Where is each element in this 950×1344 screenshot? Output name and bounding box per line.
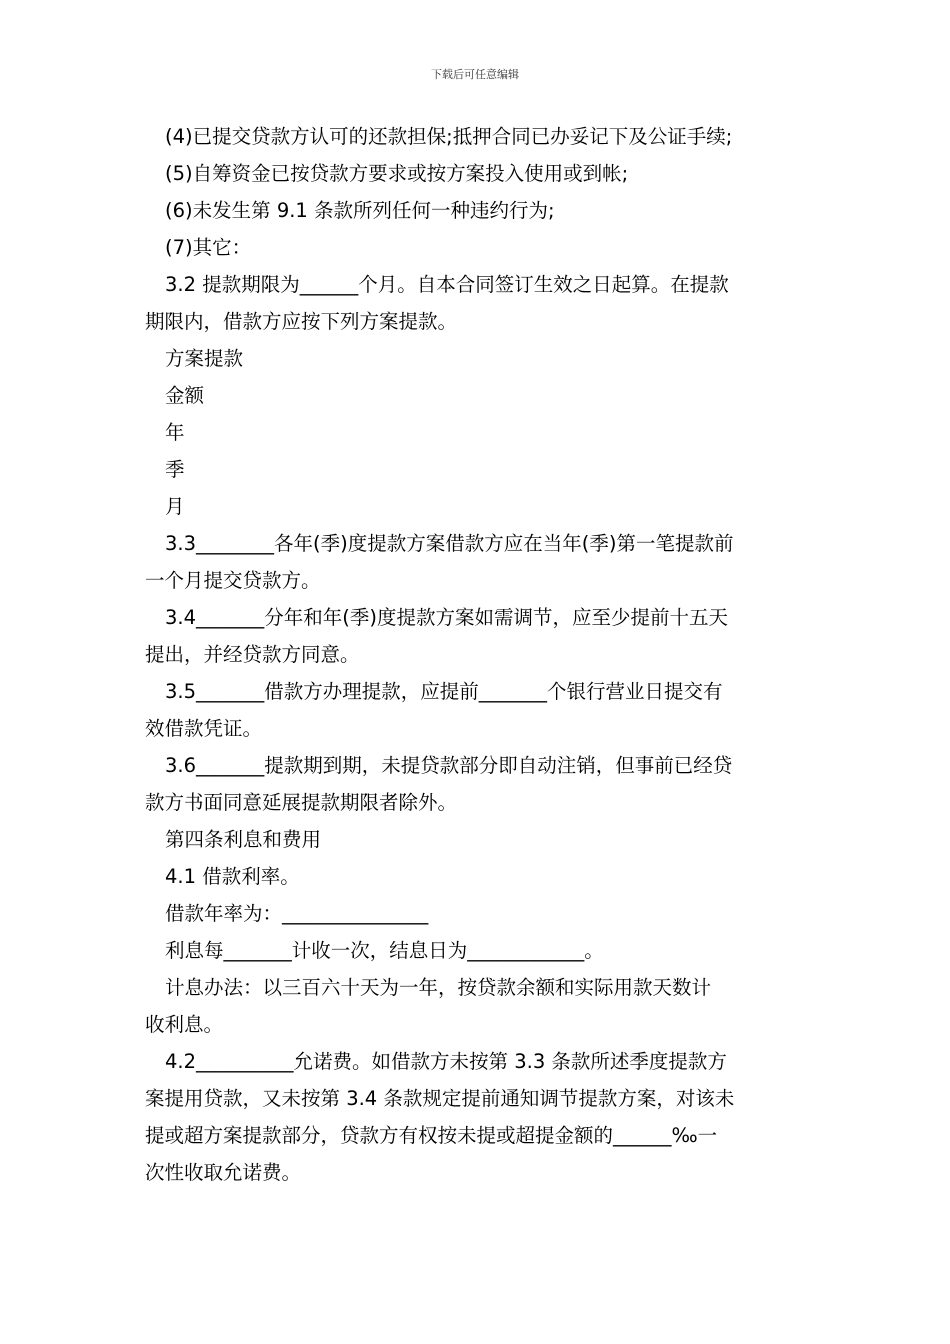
text-line: 效借款凭证。	[145, 717, 263, 740]
text-line: 3.2 提款期限为______个月。自本合同签订生效之日起算。在提款	[165, 273, 729, 296]
text-line: 案提用贷款，又未按第 3.4 条款规定提前通知调节提款方案，对该未	[145, 1087, 735, 1110]
text-line: 提或超方案提款部分，贷款方有权按未提或超提金额的______‰一	[145, 1124, 718, 1147]
text-line: 款方书面同意延展提款期限者除外。	[145, 791, 458, 814]
text-line: 3.5_______借款方办理提款，应提前_______个银行营业日提交有	[165, 680, 723, 703]
text-line: (5)自筹资金已按贷款方要求或按方案投入使用或到帐;	[165, 162, 629, 185]
text-line: 季	[165, 458, 185, 481]
text-line: 期限内，借款方应按下列方案提款。	[145, 310, 458, 333]
text-line: 3.4_______分年和年(季)度提款方案如需调节，应至少提前十五天	[165, 606, 728, 629]
text-line: 年	[165, 421, 185, 444]
text-line: 利息每_______计收一次，结息日为____________。	[165, 939, 604, 962]
text-line: 次性收取允诺费。	[145, 1161, 302, 1184]
text-line: (6)未发生第 9.1 条款所列任何一种违约行为;	[165, 199, 555, 222]
text-line: 月	[165, 495, 185, 518]
text-line: 提出，并经贷款方同意。	[145, 643, 360, 666]
text-line: 4.2__________允诺费。如借款方未按第 3.3 条款所述季度提款方	[165, 1050, 727, 1073]
text-line: 一个月提交贷款方。	[145, 569, 321, 592]
text-line: 第四条利息和费用	[165, 828, 322, 851]
body-text	[145, 118, 805, 1191]
text-line: 3.6_______提款期到期，未提贷款部分即自动注销，但事前已经贷	[165, 754, 733, 777]
text-line: (4)已提交贷款方认可的还款担保;抵押合同已办妥记下及公证手续;	[165, 125, 733, 148]
text-line: (7)其它：	[165, 236, 252, 259]
header-note: 下载后可任意编辑	[431, 68, 519, 81]
text-line: 方案提款	[165, 347, 244, 370]
text-line: 4.1 借款利率。	[165, 865, 300, 888]
text-line: 收利息。	[145, 1013, 224, 1036]
text-line: 借款年率为：_______________	[165, 902, 429, 925]
text-line: 3.3________各年(季)度提款方案借款方应在当年(季)第一笔提款前	[165, 532, 734, 555]
text-line: 计息办法：以三百六十天为一年，按贷款余额和实际用款天数计	[165, 976, 712, 999]
text-line: 金额	[165, 384, 205, 407]
